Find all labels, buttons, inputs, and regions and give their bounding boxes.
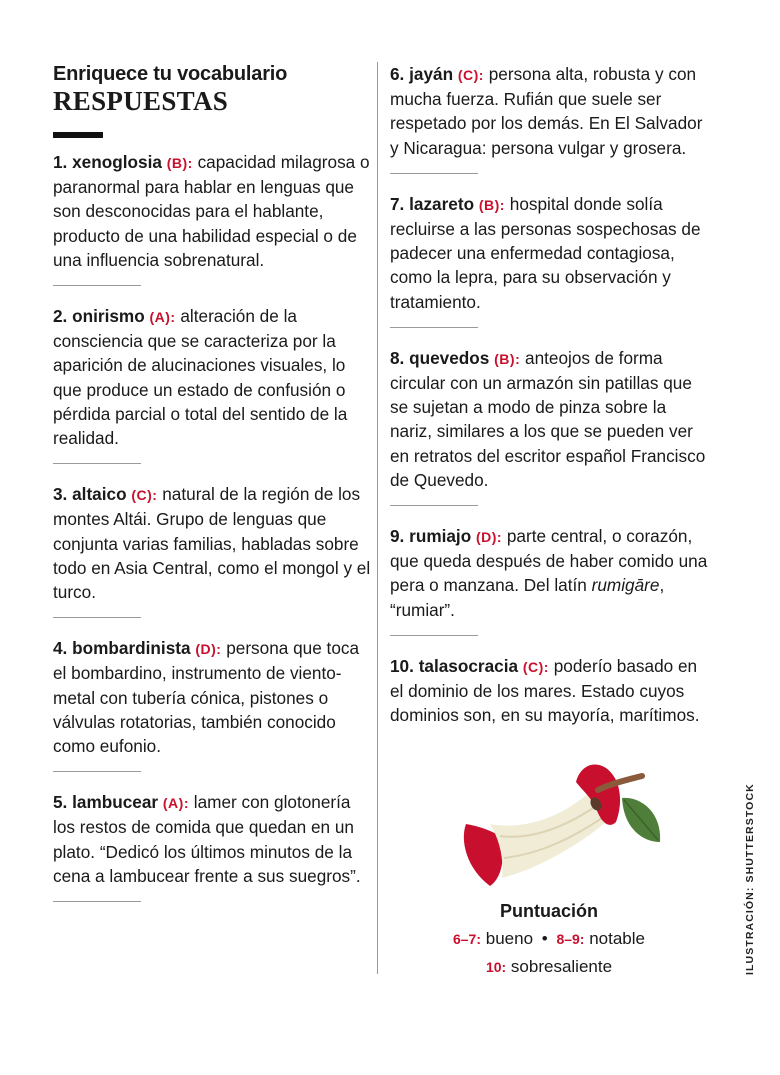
- entry-option: (A):: [162, 795, 189, 812]
- entry-separator: [390, 327, 478, 328]
- entry-definition-tail: , “rumiar”.: [390, 575, 665, 620]
- title-rule: [53, 132, 103, 138]
- score-line-2: [390, 953, 708, 981]
- answer-entry: [53, 150, 371, 272]
- entry-separator: [390, 173, 478, 174]
- entry-term: quevedos: [409, 347, 490, 368]
- entry-option: (C):: [131, 487, 158, 504]
- entry-option: (B):: [166, 155, 193, 171]
- score-label: sobresaliente: [510, 957, 613, 976]
- entry-option: (C):: [457, 67, 484, 83]
- entry-option: (A):: [149, 309, 176, 326]
- entry-definition: persona que toca el bombardino, instrumento de viento-metal con tubería cónica, pistones o válvulas rotatorias, también conocido como eufonio.: [53, 638, 360, 757]
- answer-entry: [390, 346, 708, 492]
- entry-term: onirismo: [72, 306, 145, 327]
- right-column: [390, 62, 708, 727]
- entry-number: 9.: [390, 526, 405, 547]
- entry-number: 6.: [390, 64, 405, 84]
- entry-term: altaico: [72, 484, 127, 505]
- bullet-icon: •: [541, 929, 548, 948]
- entry-term: lazareto: [409, 193, 475, 214]
- entry-definition: lamer con glotonería los restos de comida que quedan en un plato. “Dedicó los últimos minutos de la cena a lambucear frente a sus suegros”.: [53, 792, 361, 886]
- score-range: 6–7:: [452, 931, 482, 947]
- entry-option: (B):: [494, 350, 521, 367]
- entry-option: (B):: [478, 196, 505, 213]
- apple-core-icon: [460, 760, 670, 890]
- entry-term: lambucear: [72, 792, 159, 813]
- section-subtitle: RESPUESTAS: [53, 86, 229, 116]
- answer-entry: [390, 524, 708, 622]
- entry-term: bombardinista: [72, 638, 191, 659]
- entry-term: jayán: [409, 64, 454, 84]
- answer-entry: [53, 482, 371, 604]
- score-line-1: [390, 925, 708, 953]
- entry-latin-word: rumigāre: [591, 575, 660, 596]
- entry-number: 8.: [390, 347, 405, 368]
- entry-term: rumiajo: [409, 526, 472, 547]
- score-range: 8–9:: [556, 931, 585, 947]
- entry-number: 5.: [53, 792, 68, 813]
- entry-option: (C):: [522, 658, 549, 675]
- answer-entry: [390, 62, 708, 160]
- entry-number: 2.: [53, 306, 68, 327]
- entry-separator: [390, 505, 478, 506]
- entry-definition: natural de la región de los montes Altái. Grupo de lenguas que conjunta varias familias, habladas sobre todo en Asia Central, como el mongol y el turco.: [53, 484, 371, 603]
- entry-definition: anteojos de forma circular con un armazón sin patillas que se sujetan a modo de pinza sobre la nariz, similares a los que se pueden ver en retratos del escritor español Francisco de Quevedo.: [390, 347, 706, 490]
- answer-entry: [53, 636, 371, 758]
- entry-term: talasocracia: [418, 655, 519, 676]
- entry-number: 4.: [53, 638, 68, 659]
- section-title: Enriquece tu vocabulario: [53, 63, 288, 85]
- entry-option: (D):: [195, 641, 222, 658]
- left-column: [53, 62, 371, 920]
- illustration-credit: ILUSTRACIÓN: SHUTTERSTOCK: [744, 783, 756, 975]
- answer-entry: [390, 654, 708, 728]
- entry-option: (D):: [475, 529, 503, 546]
- entry-separator: [53, 901, 141, 902]
- entry-definition: parte central, o corazón, que queda después de haber comido una pera o manzana. Del latín: [390, 526, 708, 596]
- entry-definition: persona alta, robusta y con mucha fuerza. Rufián que suele ser respetado por los demás. En El Salvador y Nicaragua: persona vulgar y grosera.: [390, 64, 703, 158]
- entry-definition: hospital donde solía recluirse a las personas sospechosas de padecer una enfermedad contagiosa, como la lepra, para su observación y tratamiento.: [390, 193, 701, 312]
- entry-separator: [390, 635, 478, 636]
- entry-term: xenoglosia: [72, 152, 162, 172]
- entry-number: 10.: [390, 655, 414, 676]
- answer-entry: [390, 192, 708, 314]
- entry-separator: [53, 463, 141, 464]
- score-label: notable: [589, 929, 645, 948]
- entry-separator: [53, 617, 141, 618]
- score-title: Puntuación: [500, 901, 598, 921]
- entry-definition: capacidad milagrosa o paranormal para hablar en lenguas que son desconocidas para el hablante, producto de una habilidad especial o de una influencia sobrenatural.: [53, 152, 370, 270]
- entry-number: 1.: [53, 152, 68, 172]
- entry-number: 3.: [53, 484, 68, 505]
- column-divider: [377, 62, 378, 974]
- entry-number: 7.: [390, 193, 405, 214]
- score-range: 10:: [485, 959, 507, 975]
- entry-separator: [53, 771, 141, 772]
- score-block: [390, 898, 708, 981]
- entry-definition: alteración de la consciencia que se caracteriza por la aparición de alucinaciones visuales, lo que produce un estado de confusión o pérdida parcial o total del sentido de la realidad.: [53, 306, 348, 449]
- entry-separator: [53, 285, 141, 286]
- answer-entry: [53, 790, 371, 888]
- score-label: bueno: [485, 929, 534, 948]
- entry-definition: poderío basado en el dominio de los mares. Estado cuyos dominios son, en su mayoría, marítimos.: [390, 655, 700, 726]
- answer-entry: [53, 304, 371, 450]
